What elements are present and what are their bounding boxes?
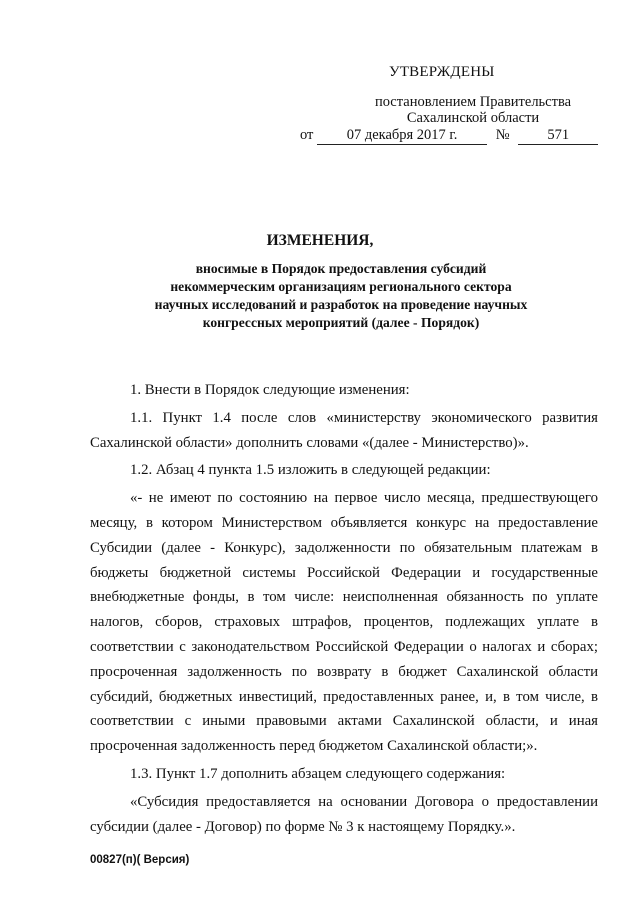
approval-authority: постановлением Правительства (374, 94, 572, 110)
approval-date-number (300, 127, 598, 145)
approval-region: Сахалинской области (406, 110, 540, 126)
paragraph-1: 1. Внести в Порядок следующие изменения: (130, 382, 410, 398)
paragraph-quote-1: «- не имеют по состоянию на первое число месяца, предшествующего месяцу, в котором Министерством объявляется конкурс на предоставление Субсидии (далее - Конкурс), задолженности по обязательным платежам в бюджеты бюджетной системы Российской Федерации и государственные внебюджетные фонды, в том числе: неисполненная обязанность по уплате налогов, сборов, страховых штрафов, процентов, подлежащих уплате в соответствии с законодательством Российской Федерации о налогах и сборах; просроченная задолженность по возврату в бюджет Сахалинской области субсидий, бюджетных инвестиций, предоставленных ранее, и, в том числе, в соответствии с иными правовыми актами Сахалинской области, и иная просроченная задолженность перед бюджетом Сахалинской области;». (90, 490, 598, 755)
document-footer: 00827(п)( Версия) (90, 854, 190, 866)
number-prefix: № (495, 127, 510, 143)
document-body (90, 378, 598, 839)
number-value: 571 (518, 127, 598, 145)
date-value: 07 декабря 2017 г. (317, 127, 487, 145)
paragraph-1-2: 1.2. Абзац 4 пункта 1.5 изложить в следующей редакции: (130, 462, 491, 479)
paragraph-1-1: 1.1. Пункт 1.4 после слов «министерству экономического развития Сахалинской области» дополнить словами «(далее - Министерство)». (90, 409, 598, 451)
approval-heading: УТВЕРЖДЕНЫ (389, 64, 495, 80)
document-subtitle: вносимые в Порядок предоставления субсидий некоммерческим организациям регионального сектора научных исследований и разработок на проведение научных конгрессных мероприятий (далее - Порядок) (154, 261, 528, 330)
date-prefix: от (300, 127, 314, 143)
paragraph-1-3: 1.3. Пункт 1.7 дополнить абзацем следующего содержания: (130, 765, 506, 782)
paragraph-quote-2: «Субсидия предоставляется на основании Договора о предоставлении субсидии (далее - Договор) по форме № 3 к настоящему Порядку.». (90, 793, 598, 835)
document-title: ИЗМЕНЕНИЯ, (266, 232, 374, 249)
